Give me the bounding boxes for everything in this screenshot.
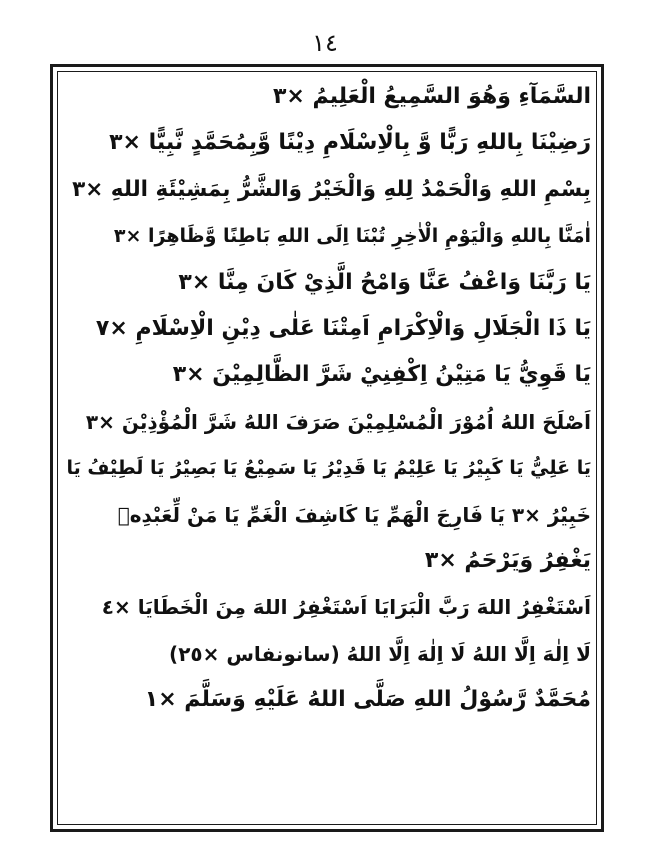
- text-line-3: بِسْمِ اللهِ وَالْحَمْدُ لِلهِ وَالْخَيْرُ وَالشَّرُّ بِمَشِيْئَةِ اللهِ ×٣: [72, 176, 591, 202]
- page-number: ١٤: [312, 29, 338, 57]
- text-line-9: يَا عَلِيُّ يَا كَبِيْرُ يَا عَلِيْمُ يَا قَدِيْرُ يَا سَمِيْعُ يَا بَصِيْرُ يَا لَطِيْفُ يَا: [66, 457, 591, 480]
- text-line-2: رَضِيْنَا بِاللهِ رَبًّا وَّ بِالْاِسْلَامِ دِيْنًا وَّبِمُحَمَّدٍ نَّبِيًّا ×٣: [109, 130, 591, 156]
- text-line-12: اَسْتَغْفِرُ اللهَ رَبَّ الْبَرَايَا اَسْتَغْفِرُ اللهَ مِنَ الْخَطَايَا ×٤: [101, 595, 591, 620]
- text-line-6: يَا ذَا الْجَلَالِ وَالْاِكْرَامِ اَمِتْنَا عَلٰى دِيْنِ الْاِسْلَامِ ×٧: [95, 315, 591, 341]
- text-line-11: يَغْفِرُ وَيَرْحَمُ ×٣: [424, 547, 591, 573]
- text-line-7: يَا قَوِيُّ يَا مَتِيْنُ اِكْفِنِيْ شَرَّ الظَّالِمِيْنَ ×٣: [172, 362, 591, 388]
- text-line-10: خَبِيْرُ ×٣ يَا فَارِجَ الْهَمِّ يَا كَاشِفَ الْغَمِّ يَا مَنْ لِّعَبْدِهٖ: [117, 502, 591, 527]
- text-line-5: يَا رَبَّنَا وَاعْفُ عَنَّا وَامْحُ الَّذِيْ كَانَ مِنَّا ×٣: [178, 269, 591, 295]
- text-line-8: اَصْلَحَ اللهُ اُمُوْرَ الْمُسْلِمِيْنَ صَرَفَ اللهُ شَرَّ الْمُؤْذِيْنَ ×٣: [85, 409, 591, 434]
- text-line-1: السَّمَآءِ وَهُوَ السَّمِيعُ الْعَلِيمُ ×٣: [272, 84, 591, 109]
- text-line-4: اٰمَنَّا بِاللهِ وَالْيَوْمِ الْاٰخِرِ تُبْنَا اِلَى اللهِ بَاطِنًا وَّظَاهِرًا ×٣: [113, 225, 591, 248]
- dua-text-block: [64, 74, 591, 723]
- text-line-13: لَا اِلٰهَ اِلَّا اللهُ لَا اِلٰهَ اِلَّا اللهُ (سانونفاس ×٢٥): [169, 641, 591, 666]
- text-line-14: مُحَمَّدٌ رَّسُوْلُ اللهِ صَلَّى اللهُ عَلَيْهِ وَسَلَّمَ ×١: [144, 687, 591, 713]
